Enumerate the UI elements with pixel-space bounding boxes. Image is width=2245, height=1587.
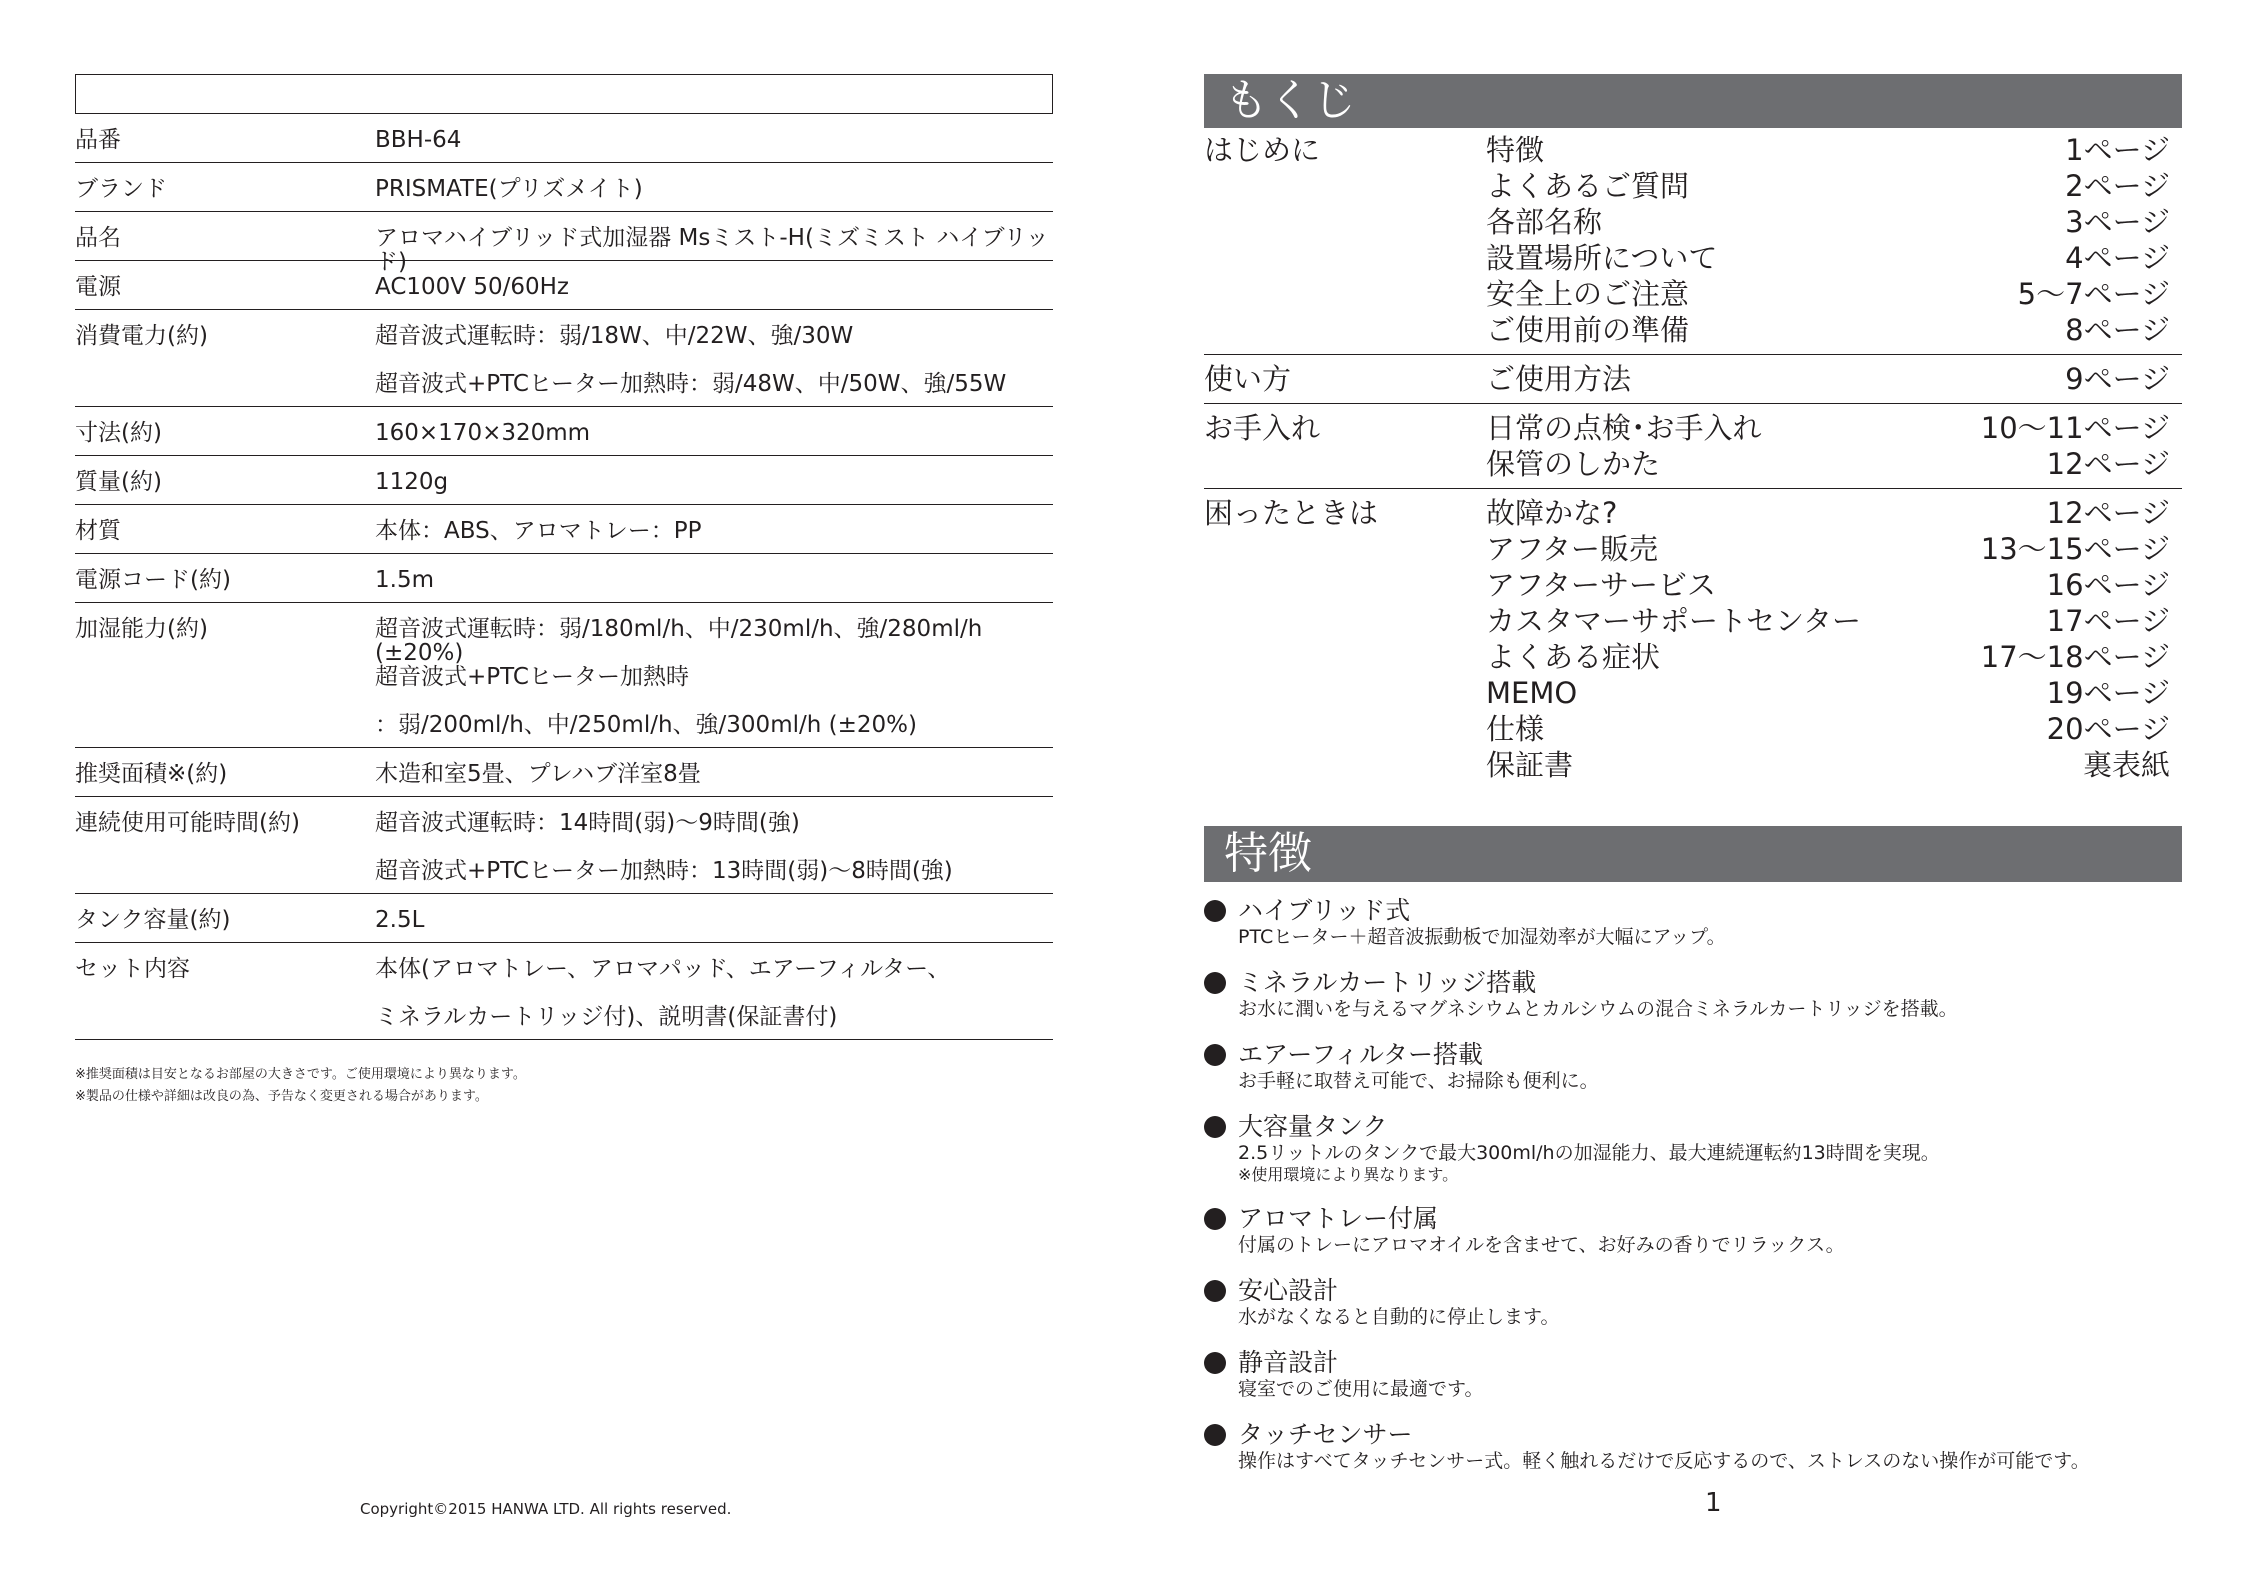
spec-label: 品番 [75,127,121,153]
spec-label: 電源コード(約) [75,567,231,593]
toc-entry [1486,240,2182,276]
spec-label: タンク容量(約) [75,907,231,933]
toc-entry-label: アフター販売 [1486,532,1658,566]
toc-section [1204,355,2182,404]
toc-entry [1486,711,2182,747]
toc-entry [1486,567,2182,603]
bullet-icon [1204,972,1226,994]
toc-entry-page: 13～15ページ [1980,532,2170,566]
spec-row [75,603,1053,748]
feature-title-text: タッチセンサー [1238,1420,1413,1449]
spec-label: 推奨面積※(約) [75,761,228,787]
feature-title [1204,896,2204,926]
spec-label: 加湿能力(約) [75,616,208,642]
spec-value-line: PRISMATE(プリズメイト) [375,176,643,202]
toc-title: もくじ [1204,74,2182,128]
feature-item [1204,968,2204,1021]
spec-value [375,811,1053,893]
toc-entry-page: 20ページ [2046,712,2170,746]
toc-entry-label: カスタマーサポートセンター [1486,604,1861,638]
spec-label: セット内容 [75,956,190,982]
spec-row [75,407,1053,456]
toc-section-heading: 使い方 [1204,362,1292,396]
spec-label: 質量(約) [75,469,162,495]
toc-entry-label: 仕様 [1486,712,1545,746]
toc-entry [1486,747,2182,783]
feature-title-text: エアーフィルター搭載 [1238,1040,1484,1069]
spec-value-line: 本体：ABS、アロマトレー：PP [375,518,702,544]
spec-row [75,310,1053,407]
spec-value [375,225,1053,275]
spec-row [75,943,1053,1040]
feature-desc: お水に潤いを与えるマグネシウムとカルシウムの混合ミネラルカートリッジを搭載。 [1238,998,1958,1020]
toc-entry-label: よくあるご質問 [1486,169,1690,203]
toc-entry-label: 故障かな? [1486,496,1618,530]
spec-value [375,128,1053,162]
feature-title-text: 大容量タンク [1238,1112,1388,1141]
feature-desc: 操作はすべてタッチセンサー式。軽く触れるだけで反応するので、ストレスのない操作が可能です。 [1238,1450,2090,1472]
toc-entry [1486,410,2182,446]
spec-value-line: 超音波式運転時：弱/180ml/h、中/230ml/h、強/280ml/h (±20%) [375,616,983,666]
spec-label: 消費電力(約) [75,323,208,349]
spec-value [375,519,1053,553]
spec-value-line: 超音波式+PTCヒーター加熱時：弱/48W、中/50W、強/55W [375,371,1007,397]
toc-entry-label: 日常の点検･お手入れ [1486,411,1762,445]
toc-section-heading: 困ったときは [1204,496,1379,530]
spec-value-line: 超音波式運転時：弱/18W、中/22W、強/30W [375,323,854,349]
feature-note: ※使用環境により異なります。 [1238,1165,1459,1184]
feature-item [1204,1276,2204,1329]
feature-title [1204,1348,2204,1378]
toc-entry-page: 4ページ [2065,241,2170,275]
feature-desc: お手軽に取替え可能で、お掃除も便利に。 [1238,1070,1599,1092]
feature-title-text: ミネラルカートリッジ搭載 [1238,968,1537,997]
toc-entry [1486,639,2182,675]
toc-section-heading: お手入れ [1204,411,1321,445]
toc-entry-label: ご使用方法 [1486,362,1632,396]
bullet-icon [1204,1044,1226,1066]
toc-entry-label: 設置場所について [1486,241,1718,275]
toc-section-heading: はじめに [1204,133,1321,167]
spec-value-line: ミネラルカートリッジ付)、説明書(保証書付) [375,1004,838,1030]
toc-entries [1486,495,2182,783]
spec-value [375,568,1053,602]
feature-desc: 水がなくなると自動的に停止します。 [1238,1306,1560,1328]
toc-entry-page: 8ページ [2065,313,2170,347]
spec-value-line: ：弱/200ml/h、中/250ml/h、強/300ml/h (±20%) [375,712,917,738]
toc-entry-page: 1ページ [2065,133,2170,167]
spec-value [375,275,1053,309]
feature-item [1204,896,2204,949]
feature-item [1204,1420,2204,1473]
toc-entry-page: 5～7ページ [2017,277,2170,311]
spec-row [75,163,1053,212]
toc-entry-page: 12ページ [2046,496,2170,530]
toc-entries [1486,361,2182,397]
spec-value [375,908,1053,942]
page-number: 1 [1705,1488,1722,1518]
spec-value [375,617,1053,747]
feature-title [1204,1040,2204,1070]
spec-value-line: 超音波式運転時：14時間(弱)～9時間(強) [375,810,800,836]
spec-row [75,114,1053,163]
toc-entry-page: 3ページ [2065,205,2170,239]
feature-title [1204,1112,2204,1142]
spec-value [375,957,1053,1039]
toc-entry-label: アフターサービス [1486,568,1716,602]
feature-item [1204,1348,2204,1401]
toc-entries [1486,132,2182,348]
bullet-icon [1204,1352,1226,1374]
toc-entry [1486,204,2182,240]
toc-entry-label: MEMO [1486,676,1578,710]
spec-value [375,177,1053,211]
toc-entry [1486,675,2182,711]
feature-item [1204,1040,2204,1093]
toc-entry-page: 17ページ [2046,604,2170,638]
spec-value-line: 2.5L [375,907,425,933]
toc-entry [1486,132,2182,168]
spec-value-line: 木造和室5畳、プレハブ洋室8畳 [375,761,701,787]
toc-entry [1486,531,2182,567]
spec-rows [75,114,1053,1040]
toc-entry-page: 9ページ [2065,362,2170,396]
toc-entry [1486,276,2182,312]
toc-entry [1486,312,2182,348]
spec-title-box [75,74,1053,114]
spec-label: 連続使用可能時間(約) [75,810,300,836]
spec-value-line: アロマハイブリッド式加湿器 Msミスト-H(ミズミスト ハイブリッド) [375,225,1049,275]
spec-value-line: 1.5m [375,567,434,593]
toc-entry-label: ご使用前の準備 [1486,313,1690,347]
spec-value-line: 1120g [375,469,449,495]
spec-row [75,748,1053,797]
feature-title-text: ハイブリッド式 [1238,896,1411,925]
spec-row [75,261,1053,310]
toc-section [1204,404,2182,489]
feature-title-text: 安心設計 [1238,1276,1339,1305]
table-of-contents [1204,132,2182,789]
spec-label: 材質 [75,518,121,544]
toc-entry [1486,446,2182,482]
features-title: 特徴 [1204,826,2182,882]
spec-row [75,456,1053,505]
feature-title-text: 静音設計 [1238,1348,1339,1377]
toc-entry-label: 保管のしかた [1486,447,1661,481]
spec-label: 電源 [75,274,121,300]
toc-entry-label: 保証書 [1486,748,1574,782]
toc-entry-page: 2ページ [2065,169,2170,203]
spec-value-line: 本体(アロマトレー、アロマパッド、エアーフィルター、 [375,956,951,982]
spec-value-line: BBH-64 [375,127,462,153]
feature-title [1204,968,2204,998]
spec-value [375,470,1053,504]
toc-entry [1486,603,2182,639]
toc-entry-label: よくある症状 [1486,640,1661,674]
toc-entries [1486,410,2182,482]
spec-value-line: 超音波式+PTCヒーター加熱時：13時間(弱)～8時間(強) [375,858,953,884]
toc-section [1204,132,2182,355]
feature-desc: 2.5リットルのタンクで最大300ml/hの加湿能力、最大連続運転約13時間を実現。 [1238,1142,1940,1164]
toc-entry-page: 裏表紙 [2082,748,2170,782]
feature-desc: 寝室でのご使用に最適です。 [1238,1378,1484,1400]
bullet-icon [1204,1424,1226,1446]
spec-note: ※製品の仕様や詳細は改良の為、予告なく変更される場合があります。 [75,1089,488,1104]
bullet-icon [1204,1280,1226,1302]
toc-entry [1486,495,2182,531]
spec-label: ブランド [75,176,167,202]
spec-row [75,505,1053,554]
toc-entry-page: 16ページ [2046,568,2170,602]
feature-title-text: アロマトレー付属 [1238,1204,1439,1233]
features-list [1204,896,2204,1492]
feature-item [1204,1204,2204,1257]
toc-entry-page: 10～11ページ [1980,411,2170,445]
feature-desc: 付属のトレーにアロマオイルを含ませて、お好みの香りでリラックス。 [1238,1234,1845,1256]
spec-label: 品名 [75,225,121,251]
spec-value [375,324,1053,406]
spec-table [75,74,1053,1040]
spec-value-line: 超音波式+PTCヒーター加熱時 [375,664,689,690]
bullet-icon [1204,1116,1226,1138]
spec-row [75,212,1053,275]
toc-entry [1486,168,2182,204]
bullet-icon [1204,1208,1226,1230]
toc-entry [1486,361,2182,397]
spec-row [75,797,1053,894]
toc-entry-label: 安全上のご注意 [1486,277,1690,311]
spec-notes [75,1064,526,1108]
bullet-icon [1204,900,1226,922]
toc-entry-label: 特徴 [1486,133,1545,167]
feature-item [1204,1112,2204,1185]
feature-title [1204,1276,2204,1306]
toc-entry-page: 19ページ [2046,676,2170,710]
copyright: Copyright©2015 HANWA LTD. All rights reserved. [360,1500,732,1518]
feature-desc: PTCヒーター＋超音波振動板で加湿効率が大幅にアップ。 [1238,926,1726,948]
toc-section [1204,489,2182,789]
toc-entry-label: 各部名称 [1486,205,1603,239]
toc-entry-page: 17～18ページ [1980,640,2170,674]
spec-value [375,421,1053,455]
spec-row [75,894,1053,943]
spec-value [375,762,1053,796]
spec-note: ※推奨面積は目安となるお部屋の大きさです。ご使用環境により異なります。 [75,1067,526,1082]
feature-title [1204,1204,2204,1234]
spec-label: 寸法(約) [75,420,162,446]
spec-value-line: 160×170×320mm [375,420,591,446]
toc-entry-page: 12ページ [2046,447,2170,481]
spec-row [75,554,1053,603]
feature-title [1204,1420,2204,1450]
spec-value-line: AC100V 50/60Hz [375,274,569,300]
